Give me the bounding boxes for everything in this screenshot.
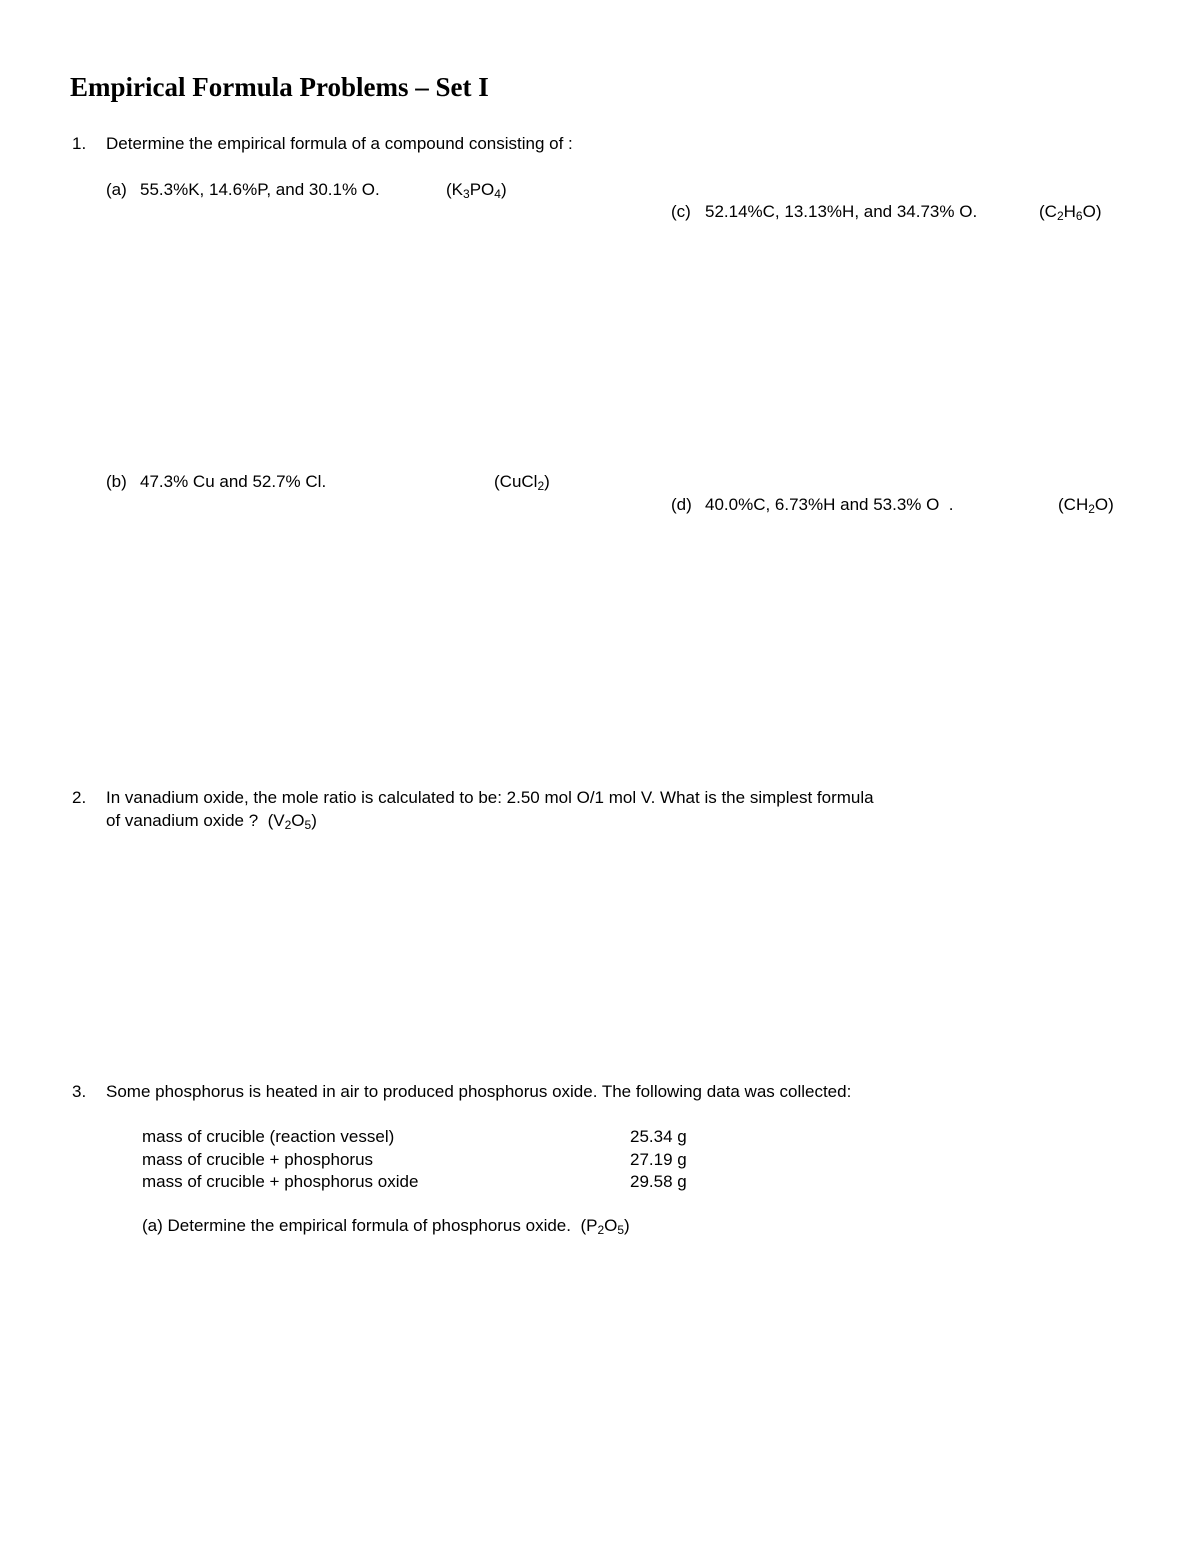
answer-subscript: 5 (304, 818, 312, 832)
answer-part: ) (544, 472, 550, 491)
answer-part: ) (500, 180, 507, 199)
table-row-label: mass of crucible (reaction vessel) (142, 1127, 395, 1146)
question-1d (671, 495, 954, 515)
answer-part: (K (446, 180, 463, 199)
question-3a-answer (580, 1216, 629, 1235)
answer-part: (P (580, 1216, 598, 1235)
answer-part: (CH (1058, 495, 1089, 514)
page-title: Empirical Formula Problems – Set I (70, 72, 489, 102)
answer-part: O (291, 811, 305, 830)
question-1d-text: 40.0%C, 6.73%H and 53.3% O . (705, 495, 954, 514)
question-1b-text: 47.3% Cu and 52.7% Cl. (140, 472, 327, 491)
answer-part: PO (469, 180, 495, 199)
answer-subscript: 2 (1056, 209, 1064, 223)
answer-part: (V (267, 811, 285, 830)
answer-part: H (1063, 202, 1076, 221)
question-3 (72, 1082, 851, 1102)
answer-part: O) (1094, 495, 1114, 514)
question-1a-text: 55.3%K, 14.6%P, and 30.1% O. (140, 180, 380, 199)
question-1b-answer (494, 472, 550, 492)
table-row-label: mass of crucible + phosphorus oxide (142, 1172, 419, 1191)
answer-part: ) (624, 1216, 630, 1235)
table-row-value: 25.34 g (630, 1127, 687, 1146)
question-1a-label: (a) (106, 180, 127, 199)
question-1b (106, 472, 326, 492)
answer-subscript: 2 (284, 818, 292, 832)
table-row (142, 1172, 687, 1192)
question-2-line2-row (106, 811, 317, 831)
question-2-answer (268, 811, 317, 830)
table-row-label: mass of crucible + phosphorus (142, 1150, 374, 1169)
answer-subscript: 3 (463, 187, 470, 201)
question-1a-answer (446, 180, 507, 200)
answer-part: (CuCl (494, 472, 538, 491)
question-2-line2: of vanadium oxide ? (106, 811, 259, 830)
answer-subscript: 2 (1088, 502, 1095, 516)
answer-part: O) (1082, 202, 1102, 221)
question-1d-answer (1058, 495, 1114, 515)
answer-part: (C (1039, 202, 1057, 221)
question-1b-label: (b) (106, 472, 127, 491)
question-3a (142, 1216, 630, 1236)
question-1c (671, 202, 977, 222)
question-3-prompt: Some phosphorus is heated in air to produced phosphorus oxide. The following data was collected: (106, 1082, 852, 1101)
question-1a (106, 180, 380, 200)
answer-part: ) (311, 811, 317, 830)
question-3a-text: (a) Determine the empirical formula of phosphorus oxide. (142, 1216, 571, 1235)
question-2-line1: In vanadium oxide, the mole ratio is calculated to be: 2.50 mol O/1 mol V. What is the simplest formula (106, 788, 874, 807)
question-3-number: 3. (72, 1082, 87, 1101)
question-1-number: 1. (72, 134, 87, 153)
answer-part: O (604, 1216, 618, 1235)
question-1c-label: (c) (671, 202, 691, 221)
answer-subscript: 2 (597, 1223, 605, 1237)
answer-subscript: 4 (494, 187, 501, 201)
question-1 (72, 134, 573, 154)
question-1c-text: 52.14%C, 13.13%H, and 34.73% O. (705, 202, 978, 221)
answer-subscript: 5 (617, 1223, 625, 1237)
table-row (142, 1150, 687, 1170)
question-2-number: 2. (72, 788, 87, 807)
question-1-prompt: Determine the empirical formula of a compound consisting of : (106, 134, 573, 153)
answer-subscript: 2 (537, 479, 545, 493)
question-1d-label: (d) (671, 495, 692, 514)
question-1c-answer (1039, 202, 1102, 222)
answer-subscript: 6 (1075, 209, 1083, 223)
question-2 (72, 788, 874, 808)
table-row-value: 29.58 g (630, 1172, 687, 1191)
table-row-value: 27.19 g (630, 1150, 687, 1169)
table-row (142, 1127, 687, 1147)
